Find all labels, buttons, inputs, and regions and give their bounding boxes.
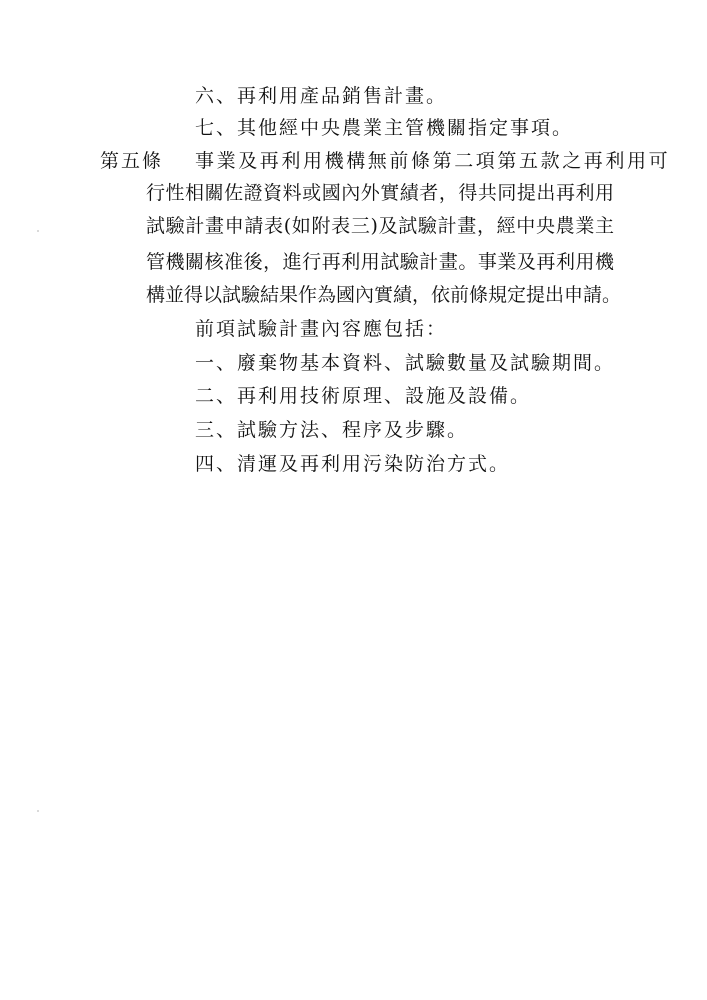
article-5-line-2: 行性相關佐證資料或國內外實績者，得共同提出再利用 [146, 182, 614, 204]
article-5-line-5: 構並得以試驗結果作為國內實績，依前條規定提出申請。 [146, 284, 622, 306]
contents-item-4: 四、清運及再利用污染防治方式。 [195, 453, 511, 475]
article-5-label: 第五條 [100, 150, 164, 172]
contents-item-1: 一、廢棄物基本資料、試驗數量及試驗期間。 [195, 352, 616, 374]
scan-speck [37, 810, 39, 812]
contents-item-3: 三、試驗方法、程序及步驟。 [195, 419, 469, 441]
article-5-line-1: 事業及再利用機構無前條第二項第五款之再利用可 [195, 150, 671, 172]
article-5-line-3: 試驗計畫申請表(如附表三)及試驗計畫，經中央農業主 [146, 215, 614, 237]
item-6-sales-plan: 六、再利用產品銷售計畫。 [195, 85, 448, 107]
item-7-other-matters: 七、其他經中央農業主管機關指定事項。 [195, 117, 574, 139]
scan-speck [37, 230, 39, 232]
article-5-line-4: 管機關核准後，進行再利用試驗計畫。事業及再利用機 [146, 251, 614, 273]
article-5-contents-intro: 前項試驗計畫內容應包括： [195, 318, 448, 340]
contents-item-2: 二、再利用技術原理、設施及設備。 [195, 385, 532, 407]
